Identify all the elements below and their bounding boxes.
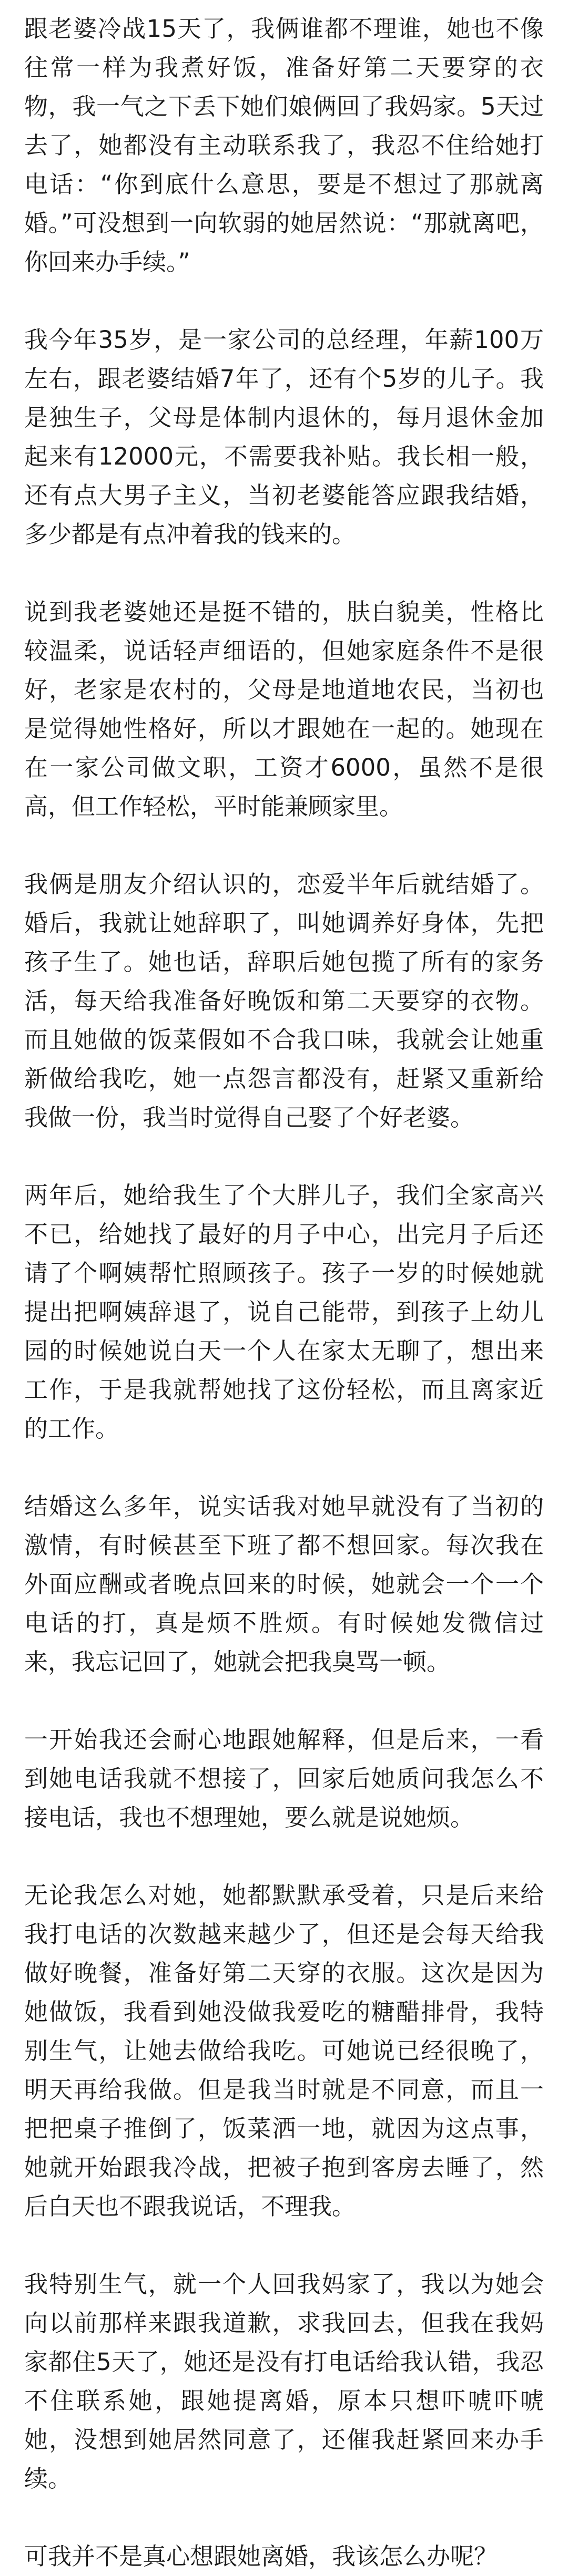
paragraph-9: 我特别生气，就一个人回我妈家了，我以为她会向以前那样来跟我道歉，求我回去，但我在我妈家都住5天了，她还是没有打电话给我认错，我忍不住联系她，跟她提离婚，原本只想吓唬吓唬她，没想到她居然同意了，还催我赶紧回来办手续。 (24, 2270, 544, 2492)
paragraph-7: 一开始我还会耐心地跟她解释，但是后来，一看到她电话我就不想接了，回家后她质问我怎么不接电话，我也不想理她，要么就是说她烦。 (24, 1726, 544, 1831)
paragraph-3: 说到我老婆她还是挺不错的，肤白貌美，性格比较温柔，说话轻声细语的，但她家庭条件不是很好，老家是农村的，父母是地道地农民，当初也是觉得她性格好，所以才跟她在一起的。她现在在一家公司做文职，工资才6000，虽然不是很高，但工作轻松，平时能兼顾家里。 (24, 598, 544, 820)
paragraph-10: 可我并不是真心想跟她离婚，我该怎么办呢？ (24, 2542, 498, 2570)
paragraph-2: 我今年35岁，是一家公司的总经理，年薪100万左右，跟老婆结婚7年了，还有个5岁的儿子。我是独生子，父母是体制内退休的，每月退休金加起来有12000元，不需要我补贴。我长相一般，还有点大男子主义，当初老婆能答应跟我结婚，多少都是有点冲着我的钱来的。 (24, 326, 544, 548)
paragraph-5: 两年后，她给我生了个大胖儿子，我们全家高兴不已，给她找了最好的月子中心，出完月子后还请了个啊姨帮忙照顾孩子。孩子一岁的时候她就提出把啊姨辞退了，说自己能带，到孩子上幼儿园的时候她说白天一个人在家太无聊了，想出来工作，于是我就帮她找了这份轻松，而且离家近的工作。 (24, 1181, 544, 1442)
paragraph-1: 跟老婆冷战15天了，我俩谁都不理谁，她也不像往常一样为我煮好饭，准备好第二天要穿的衣物，我一气之下丢下她们娘俩回了我妈家。5天过去了，她都没有主动联系我了，我忍不住给她打电话：“你到底什么意思，要是不想过了那就离婚。”可没想到一向软弱的她居然说：“那就离吧，你回来办手续。” (24, 15, 544, 276)
paragraph-6: 结婚这么多年，说实话我对她早就没有了当初的激情，有时候甚至下班了都不想回家。每次我在外面应酬或者晚点回来的时候，她就会一个一个电话的打，真是烦不胜烦。有时候她发微信过来，我忘记回了，她就会把我臭骂一顿。 (24, 1492, 544, 1676)
paragraph-8: 无论我怎么对她，她都默默承受着，只是后来给我打电话的次数越来越少了，但还是会每天给我做好晚餐，准备好第二天穿的衣服。这次是因为她做饭，我看到她没做我爱吃的糖醋排骨，我特别生气，让她去做给我吃。可她说已经很晚了，明天再给我做。但是我当时就是不同意，而且一把把桌子推倒了，饭菜洒一地，就因为这点事，她就开始跟我冷战，把被子抱到客房去睡了，然后白天也不跟我说话，不理我。 (24, 1881, 544, 2220)
paragraph-4: 我俩是朋友介绍认识的，恋爱半年后就结婚了。婚后，我就让她辞职了，叫她调养好身体，先把孩子生了。她也话，辞职后她包揽了所有的家务活，每天给我准备好晚饭和第二天要穿的衣物。而且她做的饭菜假如不合我口味，我就会让她重新做给我吃，她一点怨言都没有，赶紧又重新给我做一份，我当时觉得自己娶了个好老婆。 (24, 870, 544, 1131)
